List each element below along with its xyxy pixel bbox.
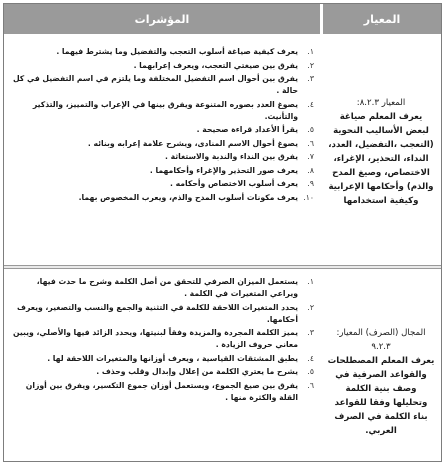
list-item: ١. يستعمل الميزان الصرفي للتحقق من أصل الكلمة وشرح ما حدث فيها، ويراعي المتغيرات في الكلمة . [36,277,314,298]
list-item: ٣. يفرق بين أحوال اسم التفضيل المختلفة وما يلتزم في اسم التفضيل في كل حالة . [12,74,314,95]
standard-code: المجال (الصرف) المعيار: ٩.٢.٣ [336,328,426,352]
list-item: ١٠. يعرف مكونات أسلوب المدح والذم، ويعرب المخصوص بهما. [78,192,314,202]
list-item: ٩. يعرف أسلوب الاختصاص وأحكامه . [169,179,314,188]
list-item: ٧. يفرق بين النداء والندبة والاستغاثة . [164,152,314,161]
list-item: ٦. يصوغ أحوال الاسم المنادى، ويشرح علامة إعرابه وبنائه . [87,138,314,148]
indicator-list-2 [8,276,314,405]
standard-code: المعيار ٨.٢.٣: [356,98,406,108]
standard-text: يعرف المعلم صياغة لبعض الأساليب النحوية (التعجب ،التفضيل، العدد، النداء، التحذير، الإغراء، الاختصاص، وصيغ المدح والذم) وأحكامها الإعرابية وكيفية استخدامها [328,112,434,206]
list-item: ٨. يعرف صور التحذير والإغراء وأحكامهما . [149,165,314,175]
standard-text: يعرف المعلم المصطلحات والقواعد الصرفية في وصف بنية الكلمة وتحليلها وفقا للقواعد بناء الكلمة في الصرف العربي. [327,356,435,436]
list-item: ٢. يفرق بين صيغتي التعجب، ويعرف إعرابهما . [133,60,314,70]
list-item: ٢. يحدد المتغيرات اللاحقة للكلمة في التثنية والجمع والنسب والتصغير، ويعرف أحكامها. [17,302,314,324]
list-item: ٥. يقرأ الأعداد قراءة صحيحة . [196,125,314,134]
list-item: ٤. يصوغ العدد بصوره المتنوعة ويفرق بينها في الإعراب والتمييز، والتذكير والتأنيث. [32,99,314,121]
standard-column-header: المعيار [323,4,441,34]
standard-cell-2 [327,326,435,438]
list-item: ٥. يشرح ما يعتري الكلمة من إعلال وإبدال وقلب وحذف . [96,367,314,376]
list-item: ٦. يفرق بين صيغ الجموع، ويستعمل أوزان جموع التكسير، ويفرق بين أوزان القلة والكثرة منها . [25,380,314,402]
indicator-list-1 [8,46,314,205]
standard-cell-1 [327,96,435,208]
list-item: ٤. يطبق المشتقات القياسية ، ويعرف أوزانها والمتغيرات اللاحقة لها . [47,353,314,363]
list-item: ١. يعرف كيفية صياغة أسلوب التعجب والتفضيل وما يشترط فيهما . [56,47,314,56]
row-separator [4,265,441,269]
list-item: ٣. يميز الكلمة المجردة والمزيدة وفقاً لبنيتها، ويحدد الزائد فيها والأصلي، ويبين معاني حروف الزيادة . [12,328,314,349]
standards-table [3,3,442,462]
indicators-column-header: المؤشرات [4,4,320,34]
column-gap [320,4,323,461]
